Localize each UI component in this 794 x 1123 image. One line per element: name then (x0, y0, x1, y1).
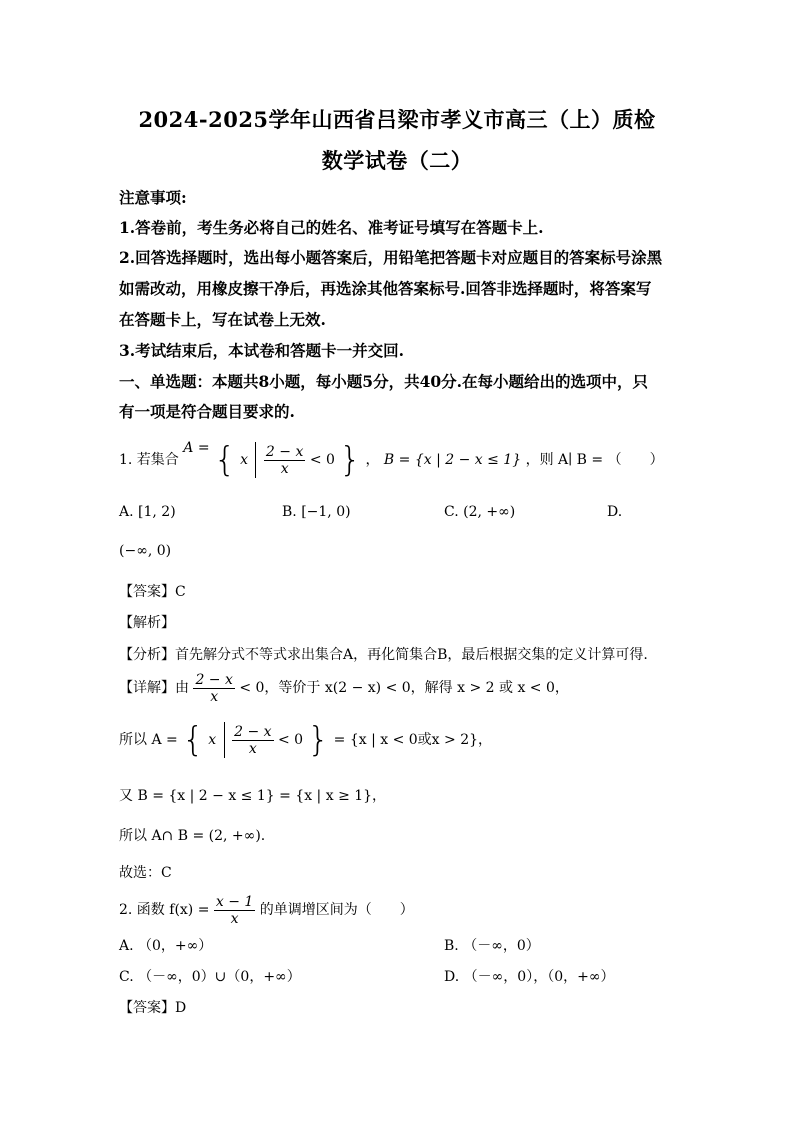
q1-setB: B = {x | 2 − x ≤ 1} (383, 452, 522, 468)
question-1 (119, 440, 664, 480)
suoyi-post: = {x | x < 0或x > 2}， (333, 732, 493, 748)
note-item-2-line2: 如需改动，用橡皮擦干净后，再选涂其他答案标号.回答非选择题时，将答案写 (119, 279, 652, 298)
section-heading-line1: 一、单选题：本题共8小题，每小题5分，共40分.在每小题给出的选项中，只 (119, 372, 649, 391)
q1-answer (119, 581, 186, 601)
q2-denominator: x (230, 910, 239, 927)
xiangjie-pre: 由 (175, 680, 189, 696)
suoyi-pre: 所以 A = (119, 732, 178, 748)
q1-option-d: D. (607, 504, 623, 520)
q2-prefix: 2. 函数 f(x) = (119, 902, 210, 918)
q2-suffix: 的单调增区间为（ ） (259, 902, 414, 918)
q1-prefix: 1. 若集合 (119, 452, 179, 468)
xiangjie-numerator: 2 − x (195, 671, 233, 688)
q1-you: 又 B = {x | 2 − x ≤ 1} = {x | x ≥ 1}， (119, 788, 387, 804)
xiangjie-label: 【详解】 (119, 680, 175, 696)
q1-suoyi2: 所以 A∩ B = (2, +∞). (119, 828, 266, 844)
left-brace-icon: { (214, 440, 236, 480)
q2-option-a: A. （0，+∞） (119, 938, 213, 954)
exam-subtitle: 数学试卷（二） (321, 148, 473, 173)
q1-option-d-value: (−∞, 0) (119, 543, 172, 559)
fenxi-label: 【分析】 (119, 647, 175, 663)
q1-suffix: ，则 A∣ B = （ ） (525, 452, 664, 468)
section-heading-line2: 有一项是符合题目要求的. (119, 402, 295, 421)
answer-value: D (175, 1000, 187, 1016)
set-bar-icon (255, 442, 256, 478)
q1-option-b: B. [−1, 0) (282, 504, 351, 520)
q1-setA-var: x (240, 452, 249, 468)
note-item-2-line1: 2.回答选择题时，选出每小题答案后，用铅笔把答题卡对应题目的答案标号涂黑 (119, 248, 663, 267)
left-brace-icon: { (182, 720, 204, 760)
q1-analysis-label: 【解析】 (119, 615, 175, 631)
suoyi-numerator: 2 − x (234, 723, 272, 740)
q1-comma: ， (365, 452, 380, 468)
suoyi-ineq: < 0 (278, 732, 304, 748)
xiangjie-fraction (193, 672, 234, 705)
q1-option-c: C. (2, +∞) (444, 504, 516, 520)
notes-heading: 注意事项: (119, 188, 187, 207)
note-item-2-line3: 在答题卡上，写在试卷上无效. (119, 310, 326, 329)
q1-setA-lhs: A = (183, 440, 210, 456)
right-brace-icon: } (307, 720, 330, 760)
q2-option-b: B. （－∞，0） (444, 938, 540, 954)
note-item-3: 3.考试结束后，本试卷和答题卡一并交回. (119, 341, 405, 360)
answer-value: C (175, 584, 186, 600)
q1-option-a: A. [1, 2) (119, 504, 176, 520)
q1-fenxi (119, 644, 648, 664)
q1-suoyi (119, 720, 492, 760)
suoyi-var: x (208, 732, 217, 748)
suoyi-denominator: x (248, 740, 257, 757)
q1-setA-ineq: < 0 (309, 452, 335, 468)
q1-guxuan: 故选：C (119, 865, 172, 881)
fenxi-text: 首先解分式不等式求出集合A，再化简集合B，最后根据交集的定义计算可得. (175, 647, 648, 663)
answer-label: 【答案】 (119, 1000, 175, 1016)
question-2 (119, 890, 414, 930)
suoyi-fraction (232, 724, 273, 757)
q1-xiangjie (119, 670, 569, 706)
q1-frac-numerator: 2 − x (265, 443, 304, 460)
note-item-1: 1.答卷前，考生务必将自己的姓名、准考证号填写在答题卡上. (119, 218, 544, 237)
q2-numerator: x − 1 (215, 893, 254, 910)
set-bar-icon (224, 722, 225, 758)
xiangjie-denominator: x (210, 688, 219, 705)
q2-option-d: D. （－∞，0），（0，+∞） (444, 969, 615, 985)
q1-setA-fraction (264, 444, 305, 477)
right-brace-icon: } (339, 440, 361, 480)
xiangjie-ineq: < 0，等价于 x(2 − x) < 0，解得 x > 2 或 x < 0， (239, 680, 569, 696)
q1-frac-denominator: x (280, 460, 289, 477)
q2-answer (119, 997, 186, 1017)
q2-fraction (214, 894, 255, 927)
exam-title: 2024-2025学年山西省吕梁市孝义市高三（上）质检 (138, 107, 656, 132)
answer-label: 【答案】 (119, 584, 175, 600)
q2-option-c: C. （－∞，0）∪（0，+∞） (119, 969, 301, 985)
